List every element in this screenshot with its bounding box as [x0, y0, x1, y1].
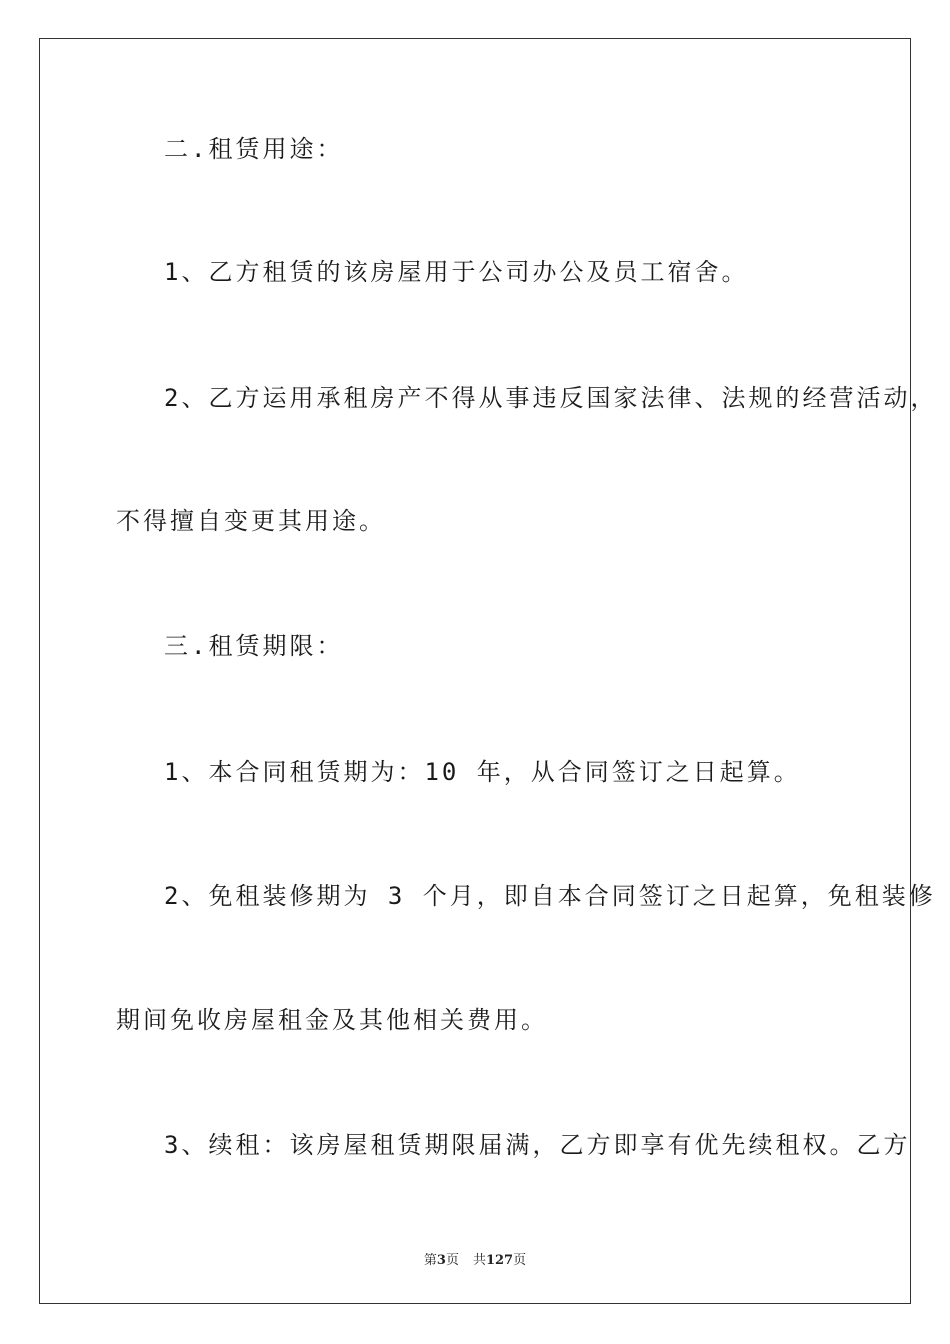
paragraph-line: 不得擅自变更其用途。 — [116, 507, 386, 535]
section-heading-term: 三.租赁期限： — [164, 632, 344, 660]
paragraph-line: 1、本合同租赁期为：10 年，从合同签订之日起算。 — [164, 758, 801, 786]
section-heading-usage: 二.租赁用途： — [164, 135, 344, 163]
footer-page-current: 3 — [436, 1253, 446, 1268]
paragraph-line: 2、免租装修期为 3 个月，即自本合同签订之日起算，免租装修 — [164, 882, 936, 910]
footer-page-prefix: 第 — [423, 1253, 437, 1268]
page-footer — [40, 1249, 910, 1268]
paragraph-line: 期间免收房屋租金及其他相关费用。 — [116, 1006, 548, 1034]
footer-page-total: 127 — [485, 1253, 514, 1268]
paragraph-line: 3、续租：该房屋租赁期限届满，乙方即享有优先续租权。乙方 — [164, 1131, 911, 1159]
footer-page-unit: 页 — [445, 1253, 459, 1268]
paragraph-line: 1、乙方租赁的该房屋用于公司办公及员工宿舍。 — [164, 258, 749, 286]
footer-total-prefix: 共 — [472, 1253, 486, 1268]
footer-total-unit: 页 — [513, 1253, 527, 1268]
page-border — [39, 38, 938, 1304]
paragraph-line: 2、乙方运用承租房产不得从事违反国家法律、法规的经营活动， — [164, 384, 938, 412]
